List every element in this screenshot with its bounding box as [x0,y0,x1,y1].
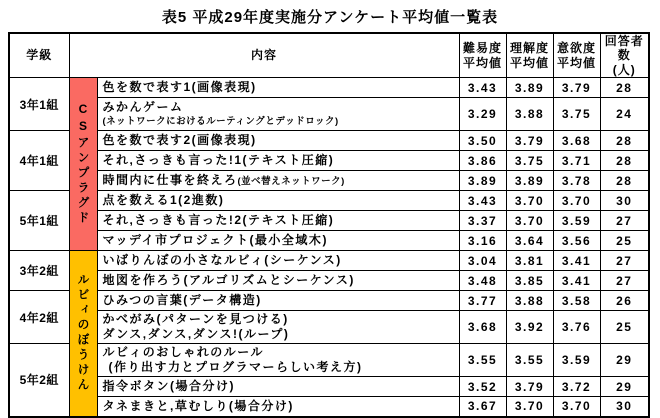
class-cell: 5年1組 [9,191,69,251]
page-title: 表5 平成29年度実施分アンケート平均値一覧表 [161,9,499,26]
content-cell: ひみつの言葉(データ構造) [97,291,459,311]
table-row [9,78,649,98]
understanding-cell: 3.89 [506,171,553,191]
content-cell: いばりんぼの小さなルビィ(シーケンス) [97,251,459,271]
understanding-cell: 3.89 [506,78,553,98]
difficulty-cell: 3.52 [459,377,506,397]
table-row [9,98,649,131]
motivation-cell: 3.56 [553,231,600,251]
understanding-cell: 3.79 [506,131,553,151]
content-cell: タネまきと,草むしり(場合分け) [97,397,459,417]
table-row [9,191,649,211]
content-line1: みかんゲーム [102,100,184,115]
class-cell: 3年1組 [9,78,69,131]
understanding-cell: 3.85 [506,271,553,291]
motivation-cell: 3.72 [553,377,600,397]
content-cell: それ,さっきも言った!2(テキスト圧縮) [97,211,459,231]
difficulty-cell: 3.55 [459,344,506,377]
difficulty-cell: 3.04 [459,251,506,271]
motivation-cell: 3.70 [553,191,600,211]
class-cell: 3年2組 [9,251,69,291]
difficulty-cell: 3.50 [459,131,506,151]
class-cell: 5年2組 [9,344,69,417]
header-understanding-line1: 理解度 [510,41,550,56]
header-understanding [506,33,553,78]
understanding-cell: 3.70 [506,191,553,211]
difficulty-cell: 3.89 [459,171,506,191]
motivation-cell: 3.78 [553,171,600,191]
motivation-cell: 3.41 [553,251,600,271]
motivation-cell: 3.71 [553,151,600,171]
table-row [9,251,649,271]
class-cell: 4年1組 [9,131,69,191]
motivation-cell: 3.70 [553,397,600,417]
understanding-cell: 3.70 [506,211,553,231]
difficulty-cell: 3.29 [459,98,506,131]
header-motivation-line1: 意欲度 [557,41,597,56]
understanding-cell: 3.70 [506,397,553,417]
difficulty-cell: 3.48 [459,271,506,291]
content-main: 時間内に仕事を終えろ [102,172,238,187]
respondents-cell: 27 [600,251,649,271]
content-cell: 指令ボタン(場合分け) [97,377,459,397]
content-line2: (ネットワークにおけるルーティングとデッドロック) [102,115,339,127]
curriculum-strip-cs-unplugged: CSアンプラグド [69,78,97,251]
motivation-cell: 3.68 [553,131,600,151]
header-motivation-line2: 平均値 [557,55,597,70]
respondents-cell: 27 [600,271,649,291]
table-row [9,231,649,251]
respondents-cell: 25 [600,231,649,251]
content-line1: かべがみ(パターンを見つける) [102,311,289,326]
table-row [9,377,649,397]
respondents-cell: 25 [600,311,649,344]
difficulty-cell: 3.43 [459,191,506,211]
table-row [9,291,649,311]
content-cell [97,311,459,344]
table-row [9,211,649,231]
content-cell: 地図を作ろう(アルゴリズムとシーケンス) [97,271,459,291]
respondents-cell: 30 [600,191,649,211]
difficulty-cell: 3.67 [459,397,506,417]
motivation-cell: 3.59 [553,344,600,377]
difficulty-cell: 3.37 [459,211,506,231]
respondents-cell: 27 [600,211,649,231]
content-line2: ダンス,ダンス,ダンス!(ループ) [102,327,290,342]
respondents-cell: 29 [600,344,649,377]
difficulty-cell: 3.43 [459,78,506,98]
table-row [9,271,649,291]
difficulty-cell: 3.16 [459,231,506,251]
header-respondents [600,33,649,78]
content-cell: 点を数える1(2進数) [97,191,459,211]
motivation-cell: 3.58 [553,291,600,311]
understanding-cell: 3.88 [506,291,553,311]
table-row [9,151,649,171]
understanding-cell: 3.81 [506,251,553,271]
content-cell [97,344,459,377]
table-row [9,311,649,344]
difficulty-cell: 3.68 [459,311,506,344]
header-motivation [553,33,600,78]
header-respondents-line1: 回答者数 [604,34,644,63]
respondents-cell: 24 [600,98,649,131]
curriculum-strip-hello-ruby: ルビィのぼうけん [69,251,97,417]
understanding-cell: 3.92 [506,311,553,344]
content-cell: それ,さっきも言った!1(テキスト圧縮) [97,151,459,171]
content-cell [97,98,459,131]
understanding-cell: 3.75 [506,151,553,171]
motivation-cell: 3.76 [553,311,600,344]
respondents-cell: 26 [600,291,649,311]
content-cell: マッデイ市プロジェクト(最小全域木) [97,231,459,251]
header-content: 内容 [69,33,459,78]
difficulty-cell: 3.86 [459,151,506,171]
table-row [9,131,649,151]
content-suffix: (並べ替えネットワーク) [237,175,345,187]
understanding-cell: 3.79 [506,377,553,397]
motivation-cell: 3.79 [553,78,600,98]
header-difficulty-line2: 平均値 [463,55,503,70]
understanding-cell: 3.88 [506,98,553,131]
difficulty-cell: 3.77 [459,291,506,311]
content-cell: 色を数で表す1(画像表現) [97,78,459,98]
table-row [9,397,649,417]
motivation-cell: 3.75 [553,98,600,131]
header-respondents-line2: (人) [612,62,636,77]
table-row [9,171,649,191]
header-class: 学級 [9,33,69,78]
content-cell: 色を数で表す2(画像表現) [97,131,459,151]
respondents-cell: 28 [600,131,649,151]
understanding-cell: 3.64 [506,231,553,251]
header-difficulty-line1: 難易度 [463,41,503,56]
content-line1: ルビィのおしゃれのルール [102,344,265,359]
table-row [9,344,649,377]
survey-table [8,32,650,418]
header-understanding-line2: 平均値 [510,55,550,70]
class-cell: 4年2組 [9,291,69,344]
header-difficulty [459,33,506,78]
motivation-cell: 3.41 [553,271,600,291]
respondents-cell: 30 [600,397,649,417]
respondents-cell: 29 [600,377,649,397]
motivation-cell: 3.59 [553,211,600,231]
understanding-cell: 3.55 [506,344,553,377]
respondents-cell: 28 [600,78,649,98]
content-cell [97,171,459,191]
respondents-cell: 28 [600,171,649,191]
content-line2: (作り出す力とプログラマーらしい考え方) [108,360,363,375]
respondents-cell: 28 [600,151,649,171]
header-row [9,33,649,78]
